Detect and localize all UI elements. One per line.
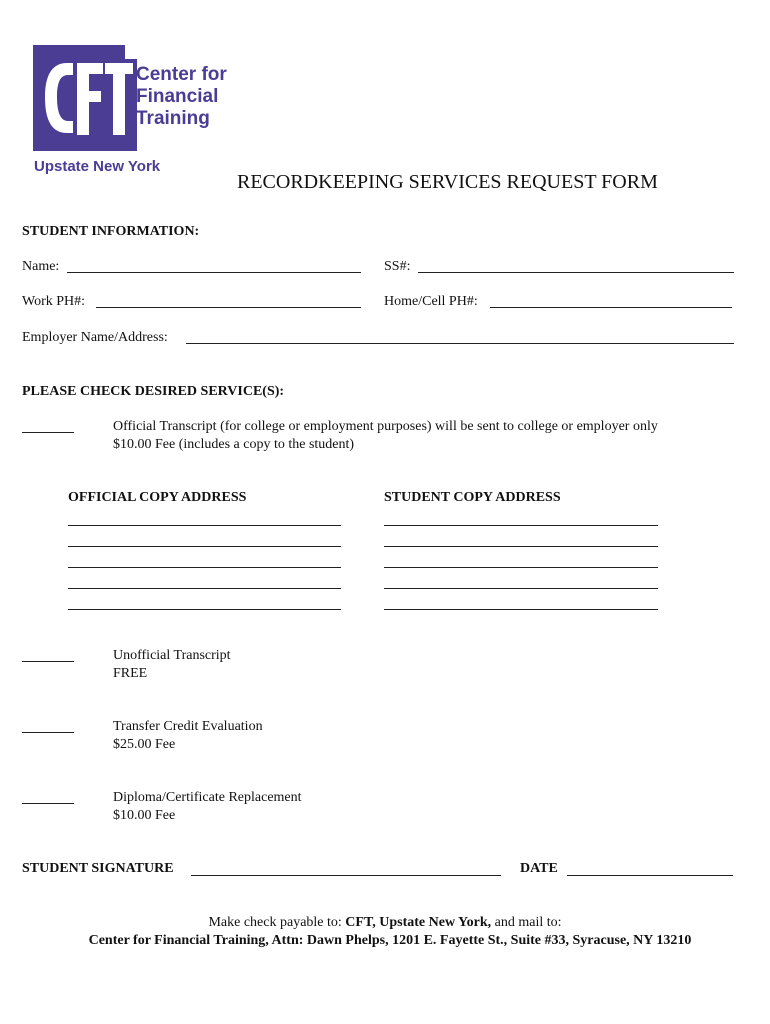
employer-field[interactable] [186,343,734,344]
signature-label: STUDENT SIGNATURE [22,861,174,876]
logo-line-3: Training [136,108,210,129]
diploma-replacement-desc: Diploma/Certificate Replacement [113,790,302,805]
student-address-line[interactable] [384,609,658,610]
student-info-heading: STUDENT INFORMATION: [22,224,200,239]
date-field[interactable] [567,875,733,876]
official-address-line[interactable] [68,588,341,589]
official-transcript-fee: $10.00 Fee (includes a copy to the student) [113,437,355,452]
signature-field[interactable] [191,875,501,876]
student-address-line[interactable] [384,588,658,589]
unofficial-transcript-desc: Unofficial Transcript [113,648,231,663]
mailing-address: Center for Financial Training, Attn: Dawn Phelps, 1201 E. Fayette St., Suite #33, Syracuse, NY 13210 [88,933,692,948]
employer-label: Employer Name/Address: [22,330,168,345]
logo-line-1: Center for [136,64,227,85]
logo-line-2: Financial [136,86,219,107]
services-heading: PLEASE CHECK DESIRED SERVICE(S): [22,384,285,399]
official-copy-heading: OFFICIAL COPY ADDRESS [68,490,247,505]
unofficial-transcript-check[interactable] [22,661,74,662]
name-field[interactable] [67,272,361,273]
work-ph-field[interactable] [96,307,361,308]
official-transcript-check[interactable] [22,432,74,433]
cft-logo [33,45,233,180]
ss-label: SS#: [384,259,411,274]
official-address-line[interactable] [68,525,341,526]
student-address-line[interactable] [384,525,658,526]
student-address-line[interactable] [384,546,658,547]
official-transcript-desc: Official Transcript (for college or employment purposes) will be sent to college or employer only [113,419,658,434]
diploma-replacement-fee: $10.00 Fee [113,808,176,823]
student-copy-heading: STUDENT COPY ADDRESS [384,490,561,505]
form-title: RECORDKEEPING SERVICES REQUEST FORM [237,171,658,193]
transfer-credit-fee: $25.00 Fee [113,737,176,752]
pay-payee: CFT, Upstate New York, [345,915,492,930]
cft-logo-mark [33,45,138,153]
student-address-line[interactable] [384,567,658,568]
transfer-credit-check[interactable] [22,732,74,733]
date-label: DATE [520,861,558,876]
pay-suffix: and mail to: [491,915,562,930]
diploma-replacement-check[interactable] [22,803,74,804]
official-address-line[interactable] [68,567,341,568]
ss-field[interactable] [418,272,734,273]
work-ph-label: Work PH#: [22,294,86,309]
logo-region: Upstate New York [34,158,161,175]
name-label: Name: [22,259,60,274]
home-ph-label: Home/Cell PH#: [384,294,478,309]
home-ph-field[interactable] [490,307,732,308]
payment-instructions [0,915,770,931]
unofficial-transcript-fee: FREE [113,666,148,681]
pay-prefix: Make check payable to: [208,915,346,930]
official-address-line[interactable] [68,546,341,547]
official-address-line[interactable] [68,609,341,610]
transfer-credit-desc: Transfer Credit Evaluation [113,719,263,734]
